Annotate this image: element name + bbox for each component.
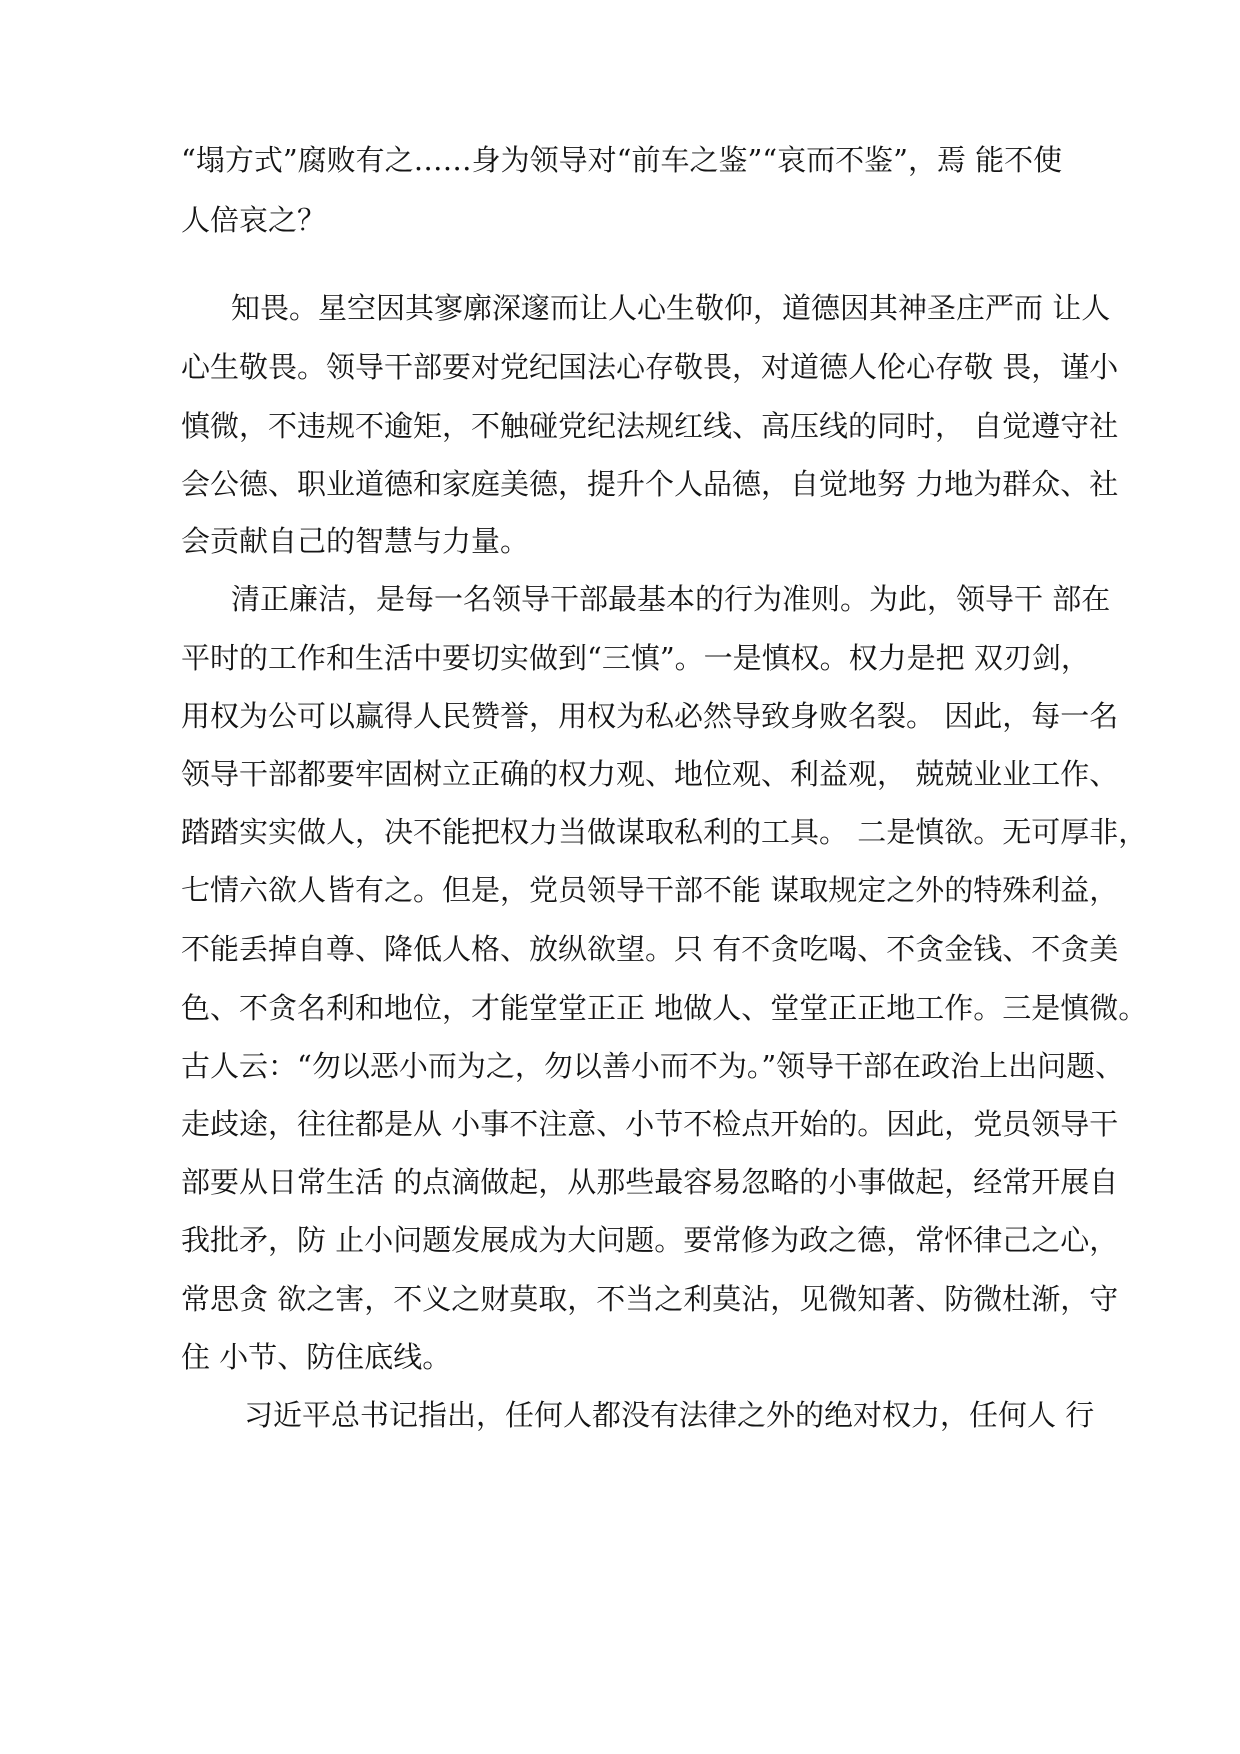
text-line: 常思贪 欲之害，不义之财莫取，不当之利莫沾，见微知著、防微杜渐，守 xyxy=(181,1282,1119,1316)
text-line: 走歧途，往往都是从 小事不注意、小节不检点开始的。因此，党员领导干 xyxy=(181,1107,1119,1141)
text-line: 色、不贪名利和地位，才能堂堂正正 地做人、堂堂正正地工作。三是慎微。 xyxy=(181,991,1148,1025)
text-line: 古人云：“勿以恶小而为之，勿以善小而不为。”领导干部在政治上出问题、 xyxy=(181,1049,1125,1083)
text-line: 不能丢掉自尊、降低人格、放纵欲望。只 有不贪吃喝、不贪金钱、不贪美 xyxy=(181,932,1119,966)
paragraph-first-line: 清正廉洁，是每一名领导干部最基本的行为准则。为此，领导干 部在 xyxy=(231,582,1111,616)
text-line: 部要从日常生活 的点滴做起，从那些最容易忽略的小事做起，经常开展自 xyxy=(181,1165,1119,1199)
text-line: 会贡献自己的智慧与力量。 xyxy=(181,524,530,558)
text-line: 慎微，不违规不逾矩，不触碰党纪法规红线、高压线的同时， 自觉遵守社 xyxy=(181,409,1119,443)
text-line: 踏踏实实做人，决不能把权力当做谋取私利的工具。 二是慎欲。无可厚非， xyxy=(181,815,1148,849)
text-line: 平时的工作和生活中要切实做到“三慎”。一是慎权。权力是把 双刃剑， xyxy=(181,641,1090,675)
text-line: 住 小节、防住底线。 xyxy=(181,1340,452,1374)
paragraph-first-line: 习近平总书记指出，任何人都没有法律之外的绝对权力，任何人 行 xyxy=(244,1398,1095,1432)
text-line: “塌方式”腐败有之……身为领导对“前车之鉴”“哀而不鉴”，焉 能不使 xyxy=(181,143,1063,177)
text-line: 会公德、职业道德和家庭美德，提升个人品德，自觉地努 力地为群众、社 xyxy=(181,467,1119,501)
text-line: 用权为公可以赢得人民赞誉，用权为私必然导致身败名裂。 因此，每一名 xyxy=(181,699,1119,733)
text-line: 人倍哀之？ xyxy=(181,203,327,237)
paragraph-first-line: 知畏。星空因其寥廓深邃而让人心生敬仰，道德因其神圣庄严而 让人 xyxy=(231,291,1111,325)
text-line: 领导干部都要牢固树立正确的权力观、地位观、利益观， 兢兢业业工作、 xyxy=(181,757,1119,791)
text-line: 七情六欲人皆有之。但是，党员领导干部不能 谋取规定之外的特殊利益， xyxy=(181,873,1119,907)
text-line: 心生敬畏。领导干部要对党纪国法心存敬畏，对道德人伦心存敬 畏，谨小 xyxy=(181,350,1119,384)
text-line: 我批矛，防 止小问题发展成为大问题。要常修为政之德，常怀律己之心， xyxy=(181,1223,1119,1257)
